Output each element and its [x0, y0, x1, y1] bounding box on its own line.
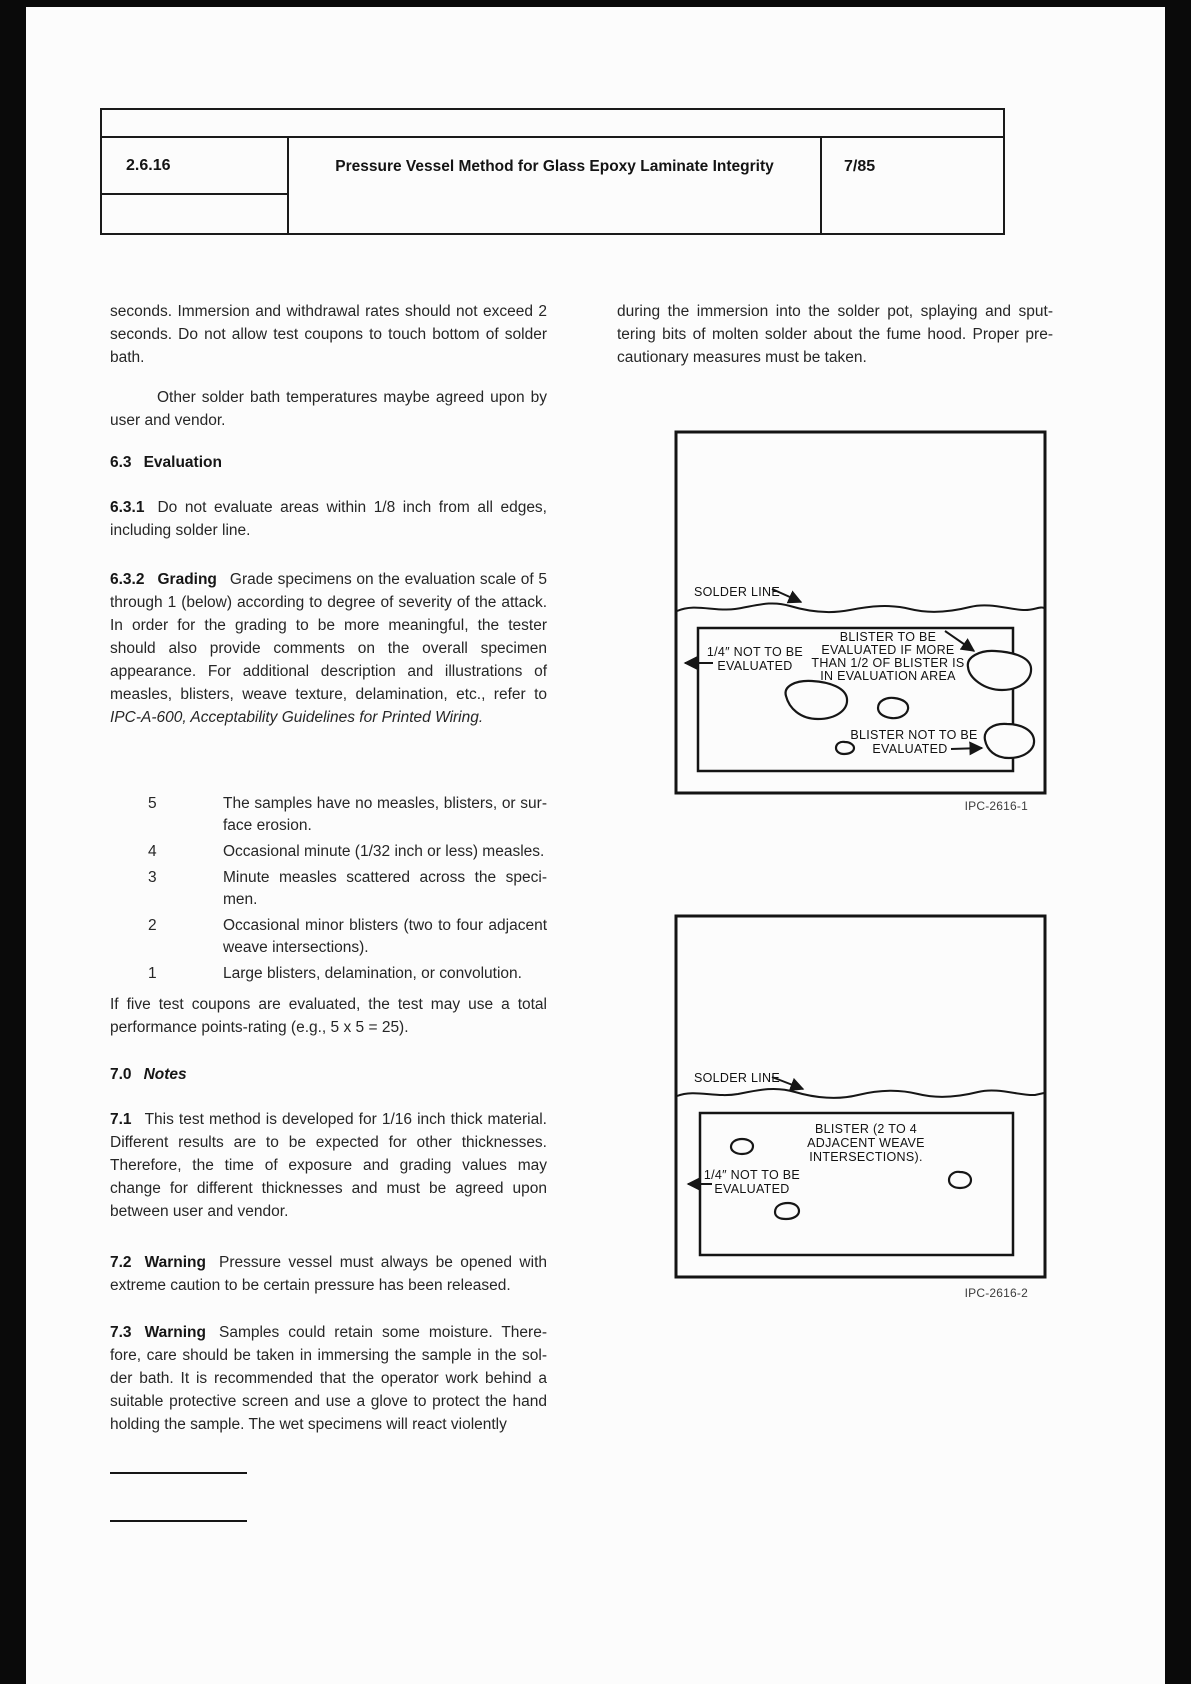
- paragraph-immersion: during the immersion into the solder pot, splaying and sputtering bits of molten solder about the fume hood. Proper precautionary measures must be taken.: [617, 303, 1053, 366]
- grade-number: 2: [148, 917, 157, 934]
- header-date: 7/85: [844, 158, 876, 175]
- grade-number: 4: [148, 843, 157, 860]
- paragraph-6-3-2-grading: [110, 568, 547, 729]
- blister-not-eval-arrow: [951, 748, 982, 749]
- reference-title: IPC-A-600, Acceptability Guidelines for Printed Wiring.: [110, 709, 484, 726]
- header-table: [100, 108, 1005, 235]
- solder-line-label: SOLDER LINE: [694, 1071, 780, 1085]
- left-column: [110, 300, 547, 1436]
- paragraph-text: Grade specimens on the evaluation scale of 5 through 1 (below) according to degree of severity of the attack. In order for the grading to be more meaningful, the tester should also provide comments on the overall specimen appearance. For additional description and illustrations of measles, blisters, weave texture, delamination, etc., refer to: [110, 571, 547, 703]
- paragraph-text: This test method is developed for 1/16 inch thick material. Different results are to be expected for other thicknesses. Therefore, the time of exposure and grading values may change for different thicknesses and must be agreed upon between user and vendor.: [110, 1111, 547, 1220]
- blister-label: BLISTER (2 TO 4: [815, 1122, 917, 1136]
- grade-item: [110, 915, 547, 959]
- paragraph-other-temps: Other solder bath temperatures maybe agreed upon by user and vendor.: [110, 389, 547, 429]
- section-number: 6.3: [110, 454, 132, 471]
- paragraph-number: 7.3: [110, 1324, 132, 1341]
- blister-shape-large: [786, 681, 847, 719]
- grade-item: [110, 867, 547, 911]
- grading-scale-list: [110, 793, 547, 985]
- paragraph-text: Do not evaluate areas within 1/8 inch from all edges, including solder line.: [110, 499, 547, 539]
- quarter-inch-label: EVALUATED: [714, 1182, 790, 1196]
- section-heading-7-0: [110, 1063, 547, 1086]
- paragraph-7-3-warning: [110, 1321, 547, 1436]
- blister-eval-label: EVALUATED IF MORE: [821, 643, 955, 657]
- blister-eval-label: THAN 1/2 OF BLISTER IS: [811, 656, 965, 670]
- paragraph-7-1: [110, 1108, 547, 1223]
- section-title: Evaluation: [143, 454, 222, 471]
- blister-shape-tiny: [836, 742, 854, 754]
- grade-item: [110, 793, 547, 837]
- header-number-cell-divider: [102, 193, 287, 195]
- paragraph-number: 7.1: [110, 1111, 132, 1128]
- paragraph-keyword: Warning: [144, 1324, 206, 1341]
- paragraph-6-3-1: [110, 496, 547, 542]
- blister-shape-straddling: [968, 651, 1031, 690]
- figure-ipc-2616-2: [660, 908, 1060, 1308]
- quarter-inch-label: EVALUATED: [717, 659, 793, 673]
- quarter-inch-label: 1/4″ NOT TO BE: [706, 645, 804, 659]
- blister-shape-oval: [949, 1172, 971, 1188]
- solder-line-wave: [677, 603, 1044, 612]
- section-title: Notes: [143, 1066, 187, 1083]
- scan-edge-right: [1165, 0, 1191, 1684]
- header-section-number: 2.6.16: [126, 156, 171, 174]
- paragraph-text: Pressure vessel must always be opened with extreme caution to be certain pressure has been released.: [110, 1254, 547, 1294]
- solder-line-label: SOLDER LINE: [694, 585, 780, 599]
- blister-label: INTERSECTIONS).: [809, 1150, 923, 1164]
- blister-shape-oval: [775, 1203, 799, 1219]
- grade-item: [110, 963, 547, 985]
- blister-shape-not-evaluated: [985, 724, 1034, 758]
- quarter-inch-label: 1/4″ NOT TO BE: [703, 1168, 801, 1182]
- paragraph-keyword: Grading: [157, 571, 217, 588]
- blister-eval-label: BLISTER TO BE: [839, 630, 937, 644]
- grade-item: [110, 841, 547, 863]
- paragraph-number: 7.2: [110, 1254, 132, 1271]
- grade-description: Large blisters, delamination, or convolution.: [223, 965, 522, 982]
- footnote-rule: [110, 1520, 247, 1522]
- blister-shape-small: [878, 698, 908, 718]
- figure-caption: IPC-2616-1: [964, 799, 1028, 813]
- blister-eval-label: IN EVALUATION AREA: [820, 669, 956, 683]
- paragraph-points-rating: If five test coupons are evaluated, the test may use a total performance points-rating (e.g., 5 x 5 = 25).: [110, 996, 547, 1036]
- paragraph-number: 6.3.2: [110, 571, 145, 588]
- section-number: 7.0: [110, 1066, 132, 1083]
- figure-ipc-2616-1: [660, 425, 1060, 820]
- header-document-title: Pressure Vessel Method for Glass Epoxy Laminate Integrity: [335, 158, 774, 175]
- grade-description: Minute measles scattered across the specimen.: [223, 869, 547, 908]
- test-coupon-outline: [676, 916, 1045, 1277]
- section-heading-6-3: [110, 451, 547, 474]
- grade-number: 5: [148, 795, 157, 812]
- grade-number: 1: [148, 965, 157, 982]
- paragraph-keyword: Warning: [144, 1254, 206, 1271]
- grade-number: 3: [148, 869, 157, 886]
- blister-label: ADJACENT WEAVE: [807, 1136, 925, 1150]
- grade-description: The samples have no measles, blisters, or surface erosion.: [223, 795, 547, 834]
- right-column: [617, 300, 1053, 369]
- paragraph-solder-bath: seconds. Immersion and withdrawal rates should not exceed 2 seconds. Do not allow test coupons to touch bottom of solder bath.: [110, 303, 547, 366]
- scan-edge-left: [0, 0, 26, 1684]
- footnote-rule: [110, 1472, 247, 1474]
- blister-not-eval-label: EVALUATED: [872, 742, 948, 756]
- paragraph-text: Samples could retain some moisture. Therefore, care should be taken in immersing the sample in the solder bath. It is recommended that the operator work behind a suitable protective screen and use a glove to protect the hand holding the sample. The wet specimens will react violently: [110, 1324, 547, 1433]
- solder-line-wave: [677, 1089, 1044, 1098]
- figure-caption: IPC-2616-2: [964, 1286, 1028, 1300]
- paragraph-number: 6.3.1: [110, 499, 145, 516]
- scan-edge-top: [0, 0, 1191, 7]
- grade-description: Occasional minute (1/32 inch or less) measles.: [223, 843, 545, 860]
- blister-shape-oval: [731, 1139, 753, 1154]
- grade-description: Occasional minor blisters (two to four adjacent weave intersections).: [223, 917, 547, 956]
- blister-not-eval-label: BLISTER NOT TO BE: [850, 728, 978, 742]
- paragraph-7-2-warning: [110, 1251, 547, 1297]
